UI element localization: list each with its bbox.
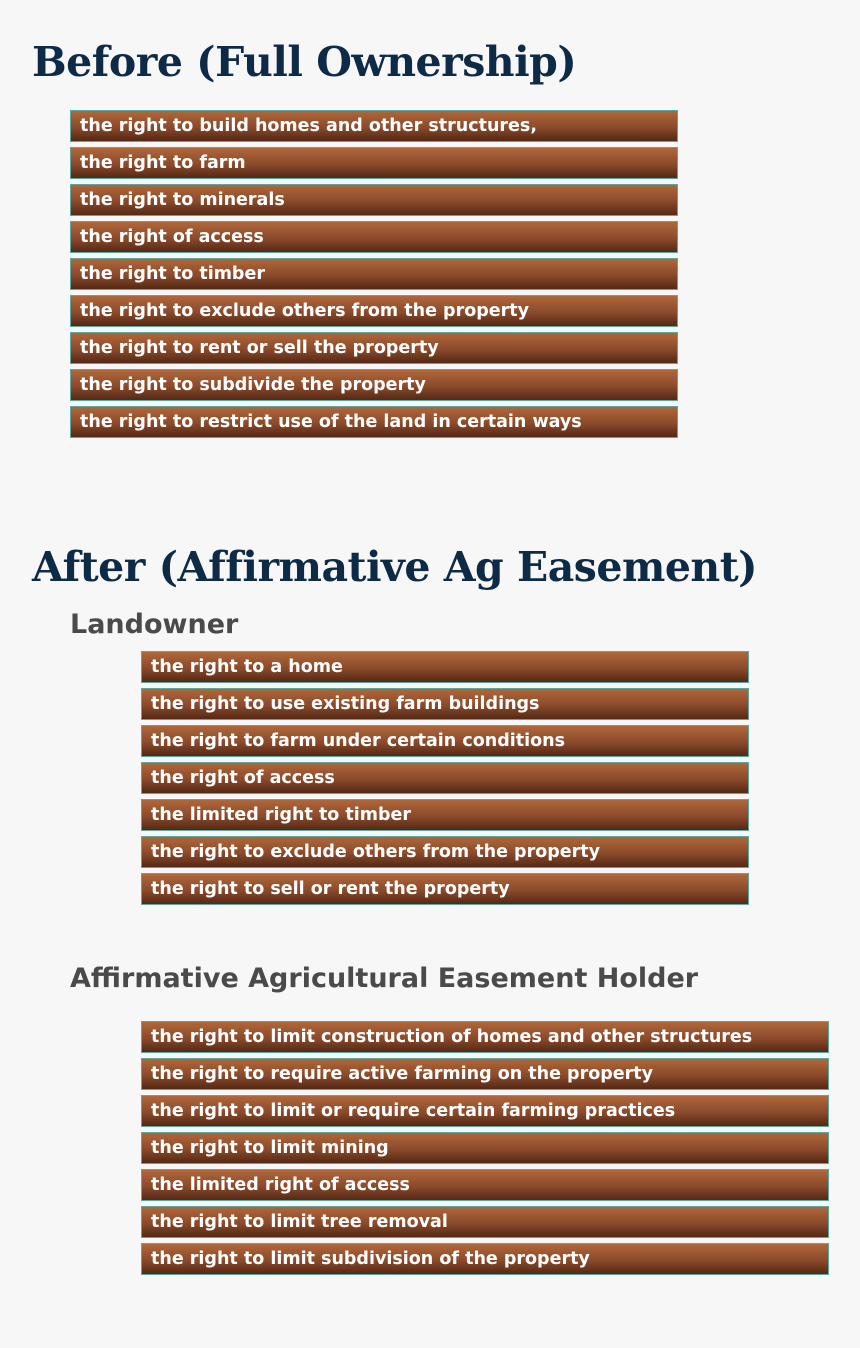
landowner-right-item: the limited right to timber — [141, 799, 749, 831]
landowner-right-item: the right to use existing farm buildings — [141, 688, 749, 720]
landowner-right-item: the right to farm under certain conditions — [141, 725, 749, 757]
before-right-item: the right to build homes and other structures, — [70, 110, 678, 142]
after-title: After (Affirmative Ag Easement) — [32, 543, 758, 591]
easement-holder-title: Affirmative Agricultural Easement Holder — [70, 963, 699, 994]
before-title: Before (Full Ownership) — [32, 38, 577, 86]
landowner-title: Landowner — [70, 609, 239, 640]
landowner-right-item: the right of access — [141, 762, 749, 794]
before-right-item: the right to subdivide the property — [70, 369, 678, 401]
easement-holder-right-item: the right to require active farming on the property — [141, 1058, 829, 1090]
easement-holder-rights-list — [141, 1021, 829, 1280]
before-right-item: the right to timber — [70, 258, 678, 290]
easement-holder-right-item: the right to limit mining — [141, 1132, 829, 1164]
before-right-item: the right to minerals — [70, 184, 678, 216]
before-right-item: the right to rent or sell the property — [70, 332, 678, 364]
easement-holder-right-item: the right to limit construction of homes and other structures — [141, 1021, 829, 1053]
before-rights-list — [70, 110, 678, 443]
easement-holder-right-item: the right to limit or require certain farming practices — [141, 1095, 829, 1127]
easement-holder-right-item: the right to limit subdivision of the property — [141, 1243, 829, 1275]
landowner-rights-list — [141, 651, 749, 910]
easement-holder-right-item: the right to limit tree removal — [141, 1206, 829, 1238]
before-right-item: the right to farm — [70, 147, 678, 179]
before-right-item: the right to restrict use of the land in certain ways — [70, 406, 678, 438]
landowner-right-item: the right to sell or rent the property — [141, 873, 749, 905]
landowner-right-item: the right to a home — [141, 651, 749, 683]
landowner-right-item: the right to exclude others from the property — [141, 836, 749, 868]
easement-holder-right-item: the limited right of access — [141, 1169, 829, 1201]
before-right-item: the right to exclude others from the property — [70, 295, 678, 327]
before-right-item: the right of access — [70, 221, 678, 253]
